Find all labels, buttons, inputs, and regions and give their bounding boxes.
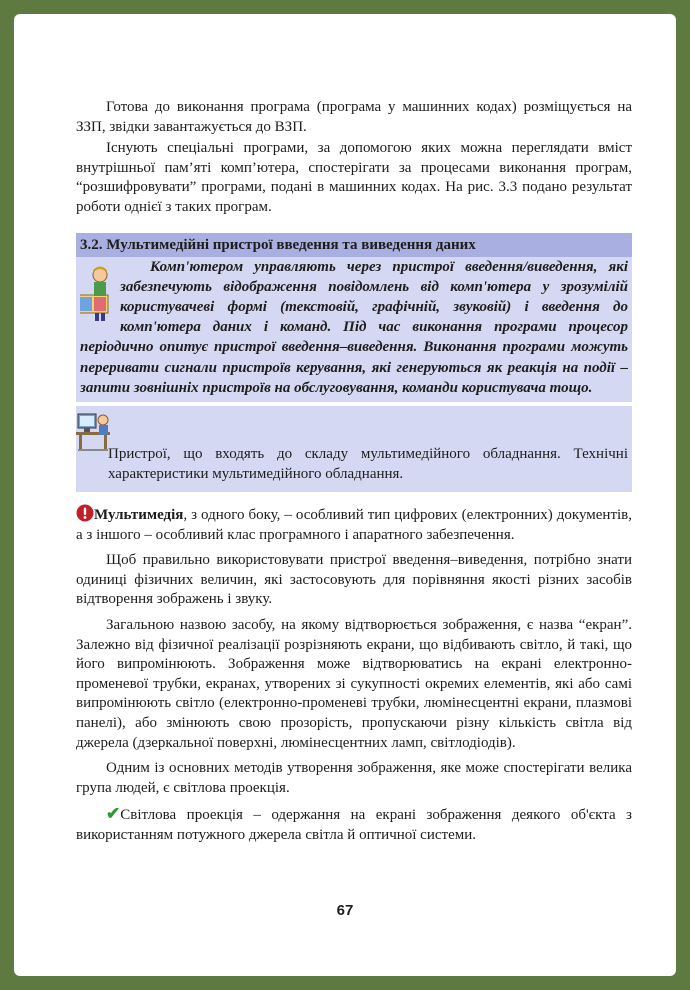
page-number: 67	[336, 902, 354, 919]
paragraph-special-programs: Існують спеціальні програми, за допомогою яких можна переглядати вміст внутрішньої пам’яті комп’ютера, спостерігати за процесами виконання програм, “розшифровувати” програми, подані в машинних кодах. На рис. 3.3 подано результат роботи однієї з таких програм.	[76, 140, 632, 215]
multimedia-definition-text: , з одного боку, – особливий тип цифрових (електронних) документів, а з іншого – особливий клас програмного і апаратного забезпечення.	[76, 506, 632, 543]
multimedia-term: Мультимедія	[94, 506, 184, 523]
callout-text: Комп'ютером управляють через пристрої введення/виведення, які забезпечують відображення повідомлень від комп'ютера у зрозумілій користувачеві формі (текстовій, графічній, звуковій) і введення до комп'ютера даних і команд. Під час виконання програми процесор періодично опитує пристрої введення–виведення. Виконання програми можуть переривати сигнали пристроїв керування, які генеруються як реакція на події – запити зовнішніх пристроїв на обслуговування, команди користувача тощо.	[80, 258, 628, 396]
definition-callout	[76, 257, 632, 402]
section-heading: 3.2. Мультимедійні пристрої введення та виведення даних	[76, 233, 632, 257]
student-with-book-icon	[80, 265, 116, 321]
important-icon	[76, 504, 94, 522]
topics-callout	[76, 402, 632, 492]
page-content	[76, 98, 632, 845]
paragraph-units: Щоб правильно використовувати пристрої введення–виведення, потрібно знати одиниці фізичних величин, які застосовують для порівняння якості різних засобів відтворення зображень і звуку.	[76, 552, 632, 608]
check-icon: ✔	[106, 804, 121, 824]
paragraph-program-location: Готова до виконання програма (програма у машинних кодах) розміщується на ЗЗП, звідки завантажується до ВЗП.	[76, 99, 632, 135]
topics-text: Пристрої, що входять до складу мультимедійного обладнання. Технічні характеристики мультимедійного обладнання.	[108, 445, 628, 482]
textbook-page	[14, 14, 676, 976]
paragraph-definition: Світлова проекція – одержання на екрані зображення деякого об'єкта з використанням потужного джерела світла й оптичної системи.	[76, 807, 632, 843]
paragraph-screen: Загальною назвою засобу, на якому відтворюється зображення, є назва “екран”. Залежно від фізичної реалізації розрізняють екрани, що відбивають світло, й такі, що його випромінюють. Зображення може відтворюватись на екрані електронно-променевої трубки, екранах, утворених зі сукупності окремих елементів, які або самі випромінюють світло (електронно-променеві трубки, люмінесцентні екрани, плазмові панелі), або змінюють свою прозорість, пропускаючи різну кількість світла від джерела (дзеркальної поверхні, люмінесцентних ламп, світлодіодів).	[76, 616, 632, 751]
paragraph-projection: Одним із основних методів утворення зображення, яке може спостерігати велика група людей, є світлова проекція.	[76, 760, 632, 796]
multimedia-definition	[76, 504, 632, 545]
